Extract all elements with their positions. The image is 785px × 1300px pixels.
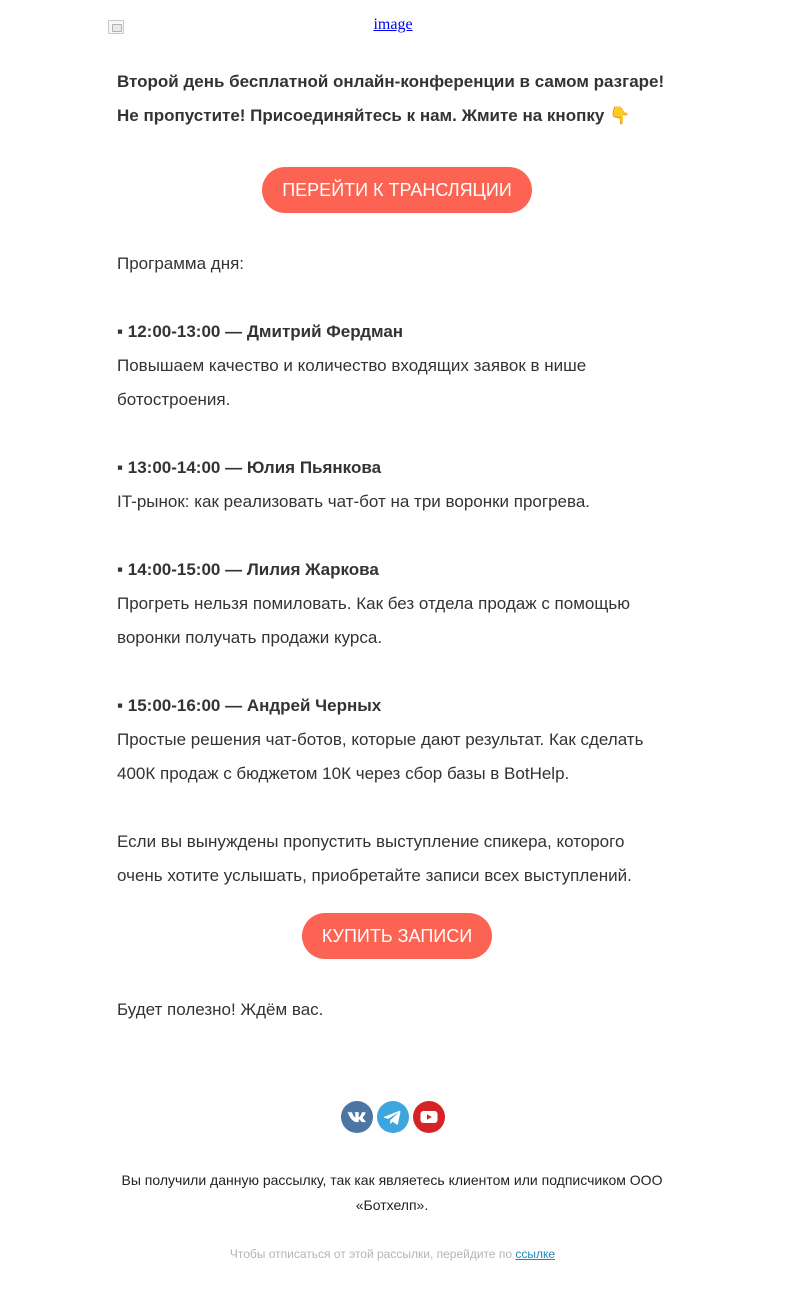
intro-line-1: Второй день бесплатной онлайн-конференции в самом разгаре! (117, 72, 665, 91)
program-item (117, 451, 677, 519)
program-item-title: ▪ 15:00-16:00 — Андрей Черных (117, 696, 382, 715)
program-item-desc: Простые решения чат-ботов, которые дают результат. Как сделать (117, 730, 644, 749)
go-to-stream-button[interactable]: ПЕРЕЙТИ К ТРАНСЛЯЦИИ (262, 167, 532, 213)
program-item-desc: Повышаем качество и количество входящих заявок в нише (117, 356, 587, 375)
records-note-line: Если вы вынуждены пропустить выступление спикера, которого (117, 832, 625, 851)
header-image (108, 16, 678, 38)
pointing-down-icon: 👇 (609, 106, 631, 125)
program-item (117, 315, 677, 417)
youtube-icon[interactable] (413, 1101, 445, 1133)
program-item-desc: воронки получать продажи курса. (117, 628, 383, 647)
program-item (117, 689, 677, 791)
header-image-alt[interactable]: image (373, 16, 413, 33)
intro-text (117, 65, 677, 133)
vk-icon[interactable] (341, 1101, 373, 1133)
program-item-desc: 400К продаж с бюджетом 10К через сбор базы в BotHelp. (117, 764, 570, 783)
closing-text: Будет полезно! Ждём вас. (117, 1000, 324, 1019)
program-item-title: ▪ 14:00-15:00 — Лилия Жаркова (117, 560, 379, 579)
program-item-title: ▪ 13:00-14:00 — Юлия Пьянкова (117, 458, 382, 477)
program-item-desc: Прогреть нельзя помиловать. Как без отдела продаж с помощью (117, 594, 630, 613)
unsubscribe-notice (0, 1245, 785, 1263)
program-item-desc: IT-рынок: как реализовать чат-бот на три воронки прогрева. (117, 492, 591, 511)
unsubscribe-text: Чтобы отписаться от этой рассылки, перейдите по (229, 1247, 513, 1261)
subscription-notice-line: «Ботхелп». (355, 1197, 429, 1213)
social-links (0, 1101, 785, 1133)
intro-line-2-text: Не пропустите! Присоединяйтесь к нам. Жмите на кнопку (117, 106, 605, 125)
buy-records-button[interactable]: КУПИТЬ ЗАПИСИ (302, 913, 492, 959)
program-item (117, 553, 677, 655)
subscription-notice-line: Вы получили данную рассылку, так как являетесь клиентом или подписчиком ООО (121, 1172, 663, 1188)
records-note-line: очень хотите услышать, приобретайте записи всех выступлений. (117, 866, 632, 885)
stream-button-wrap (117, 167, 677, 213)
program-heading: Программа дня: (117, 254, 245, 273)
intro-line-2 (117, 99, 677, 133)
telegram-icon[interactable] (377, 1101, 409, 1133)
records-note (117, 825, 677, 893)
buy-button-wrap (117, 913, 677, 959)
program-item-desc: ботостроения. (117, 390, 231, 409)
unsubscribe-link[interactable]: ссылке (515, 1247, 556, 1261)
subscription-notice (117, 1168, 667, 1218)
program-item-title: ▪ 12:00-13:00 — Дмитрий Фердман (117, 322, 404, 341)
email-body (117, 65, 677, 1027)
